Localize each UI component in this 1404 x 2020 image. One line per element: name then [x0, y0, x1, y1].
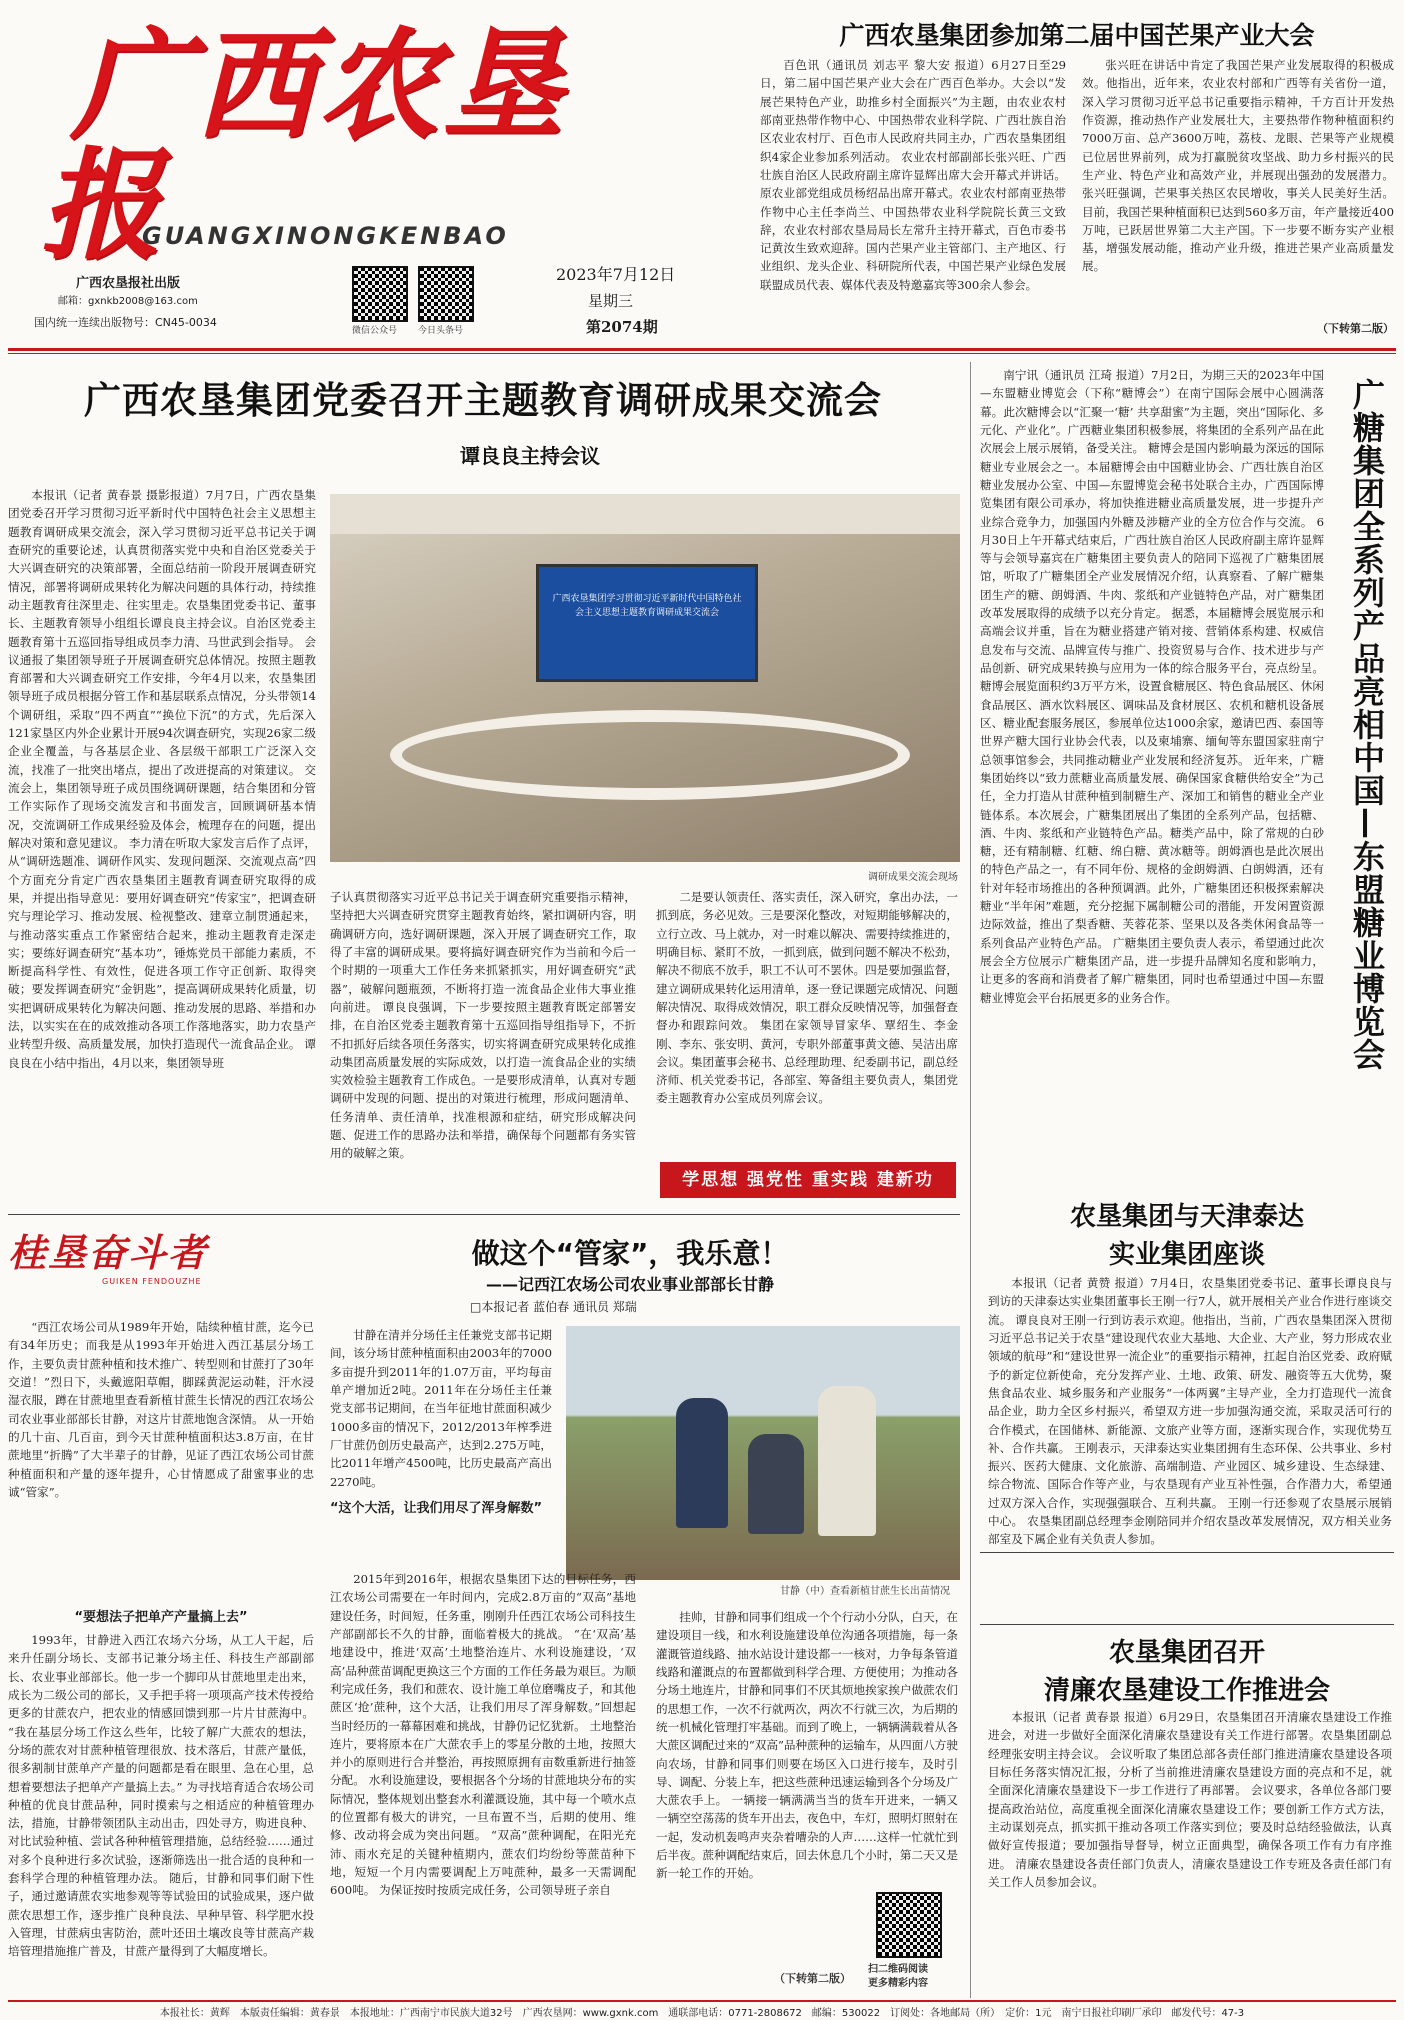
issue-weekday: 星期三 [588, 292, 634, 310]
email-label: 邮箱：gxnkb2008@163.com [58, 296, 198, 307]
feature-col1b-text: 1993年，甘静进入西江农场六分场，从工人干起，后来升任副分场长、支部书记兼分场主任、科技生产部副部长、农业事业部部长。他一步一个脚印从甘蔗地里走出来，成长为二级公司的部长，又手把手将一项项高产技术传授给更多的甘蔗农户，把农业的情感回馈到那一片片甘蔗海中。 “我在基层分场工作这么些年，比较了解广大蔗农的想法，分场的蔗农对甘蔗种植管理很放、技术落后，甘蔗产量低，很多割制甘蔗单产产量的问题都是看在眼里、急在心里，总想着要想法子把单产产量搞上去。” 为寻找培育适合农场公司种植的优良甘蔗品种，同时摸索与之相适应的种植管理办法，措施，甘静带领团队主动出击，四处寻方，购进良种、对比试验种植、尝试各种种植管理措施，总结经验……通过对多个良种进行多次试验，逐渐筛选出一批合适的良种和一套科学合理的种植管理办法。 随后，甘静和同事们耐下性子，通过邀请蔗农实地参观等等试验田的试验成果，逐户做蔗农思想工作，逐步推广良种良法、早种早管、科学肥水投入管理，甘蔗病虫害防治，蔗叶还田土壤改良等甘蔗高产栽培管理措施推广普及，甘蔗产量得到了大幅度增长。 [8, 1633, 314, 1959]
sugar-article-title: 广糖集团全系列产品亮相中国—东盟糖业博览会 [1348, 378, 1386, 1071]
qr-code-toutiao[interactable] [418, 266, 474, 322]
mango-article-continued: （下转第二版） [1317, 322, 1394, 335]
lead-article-subtitle: 谭良良主持会议 [460, 444, 600, 468]
lead-article-title: 广西农垦集团党委召开主题教育调研成果交流会 [84, 379, 882, 422]
feature-continued: （下转第二版） [774, 1972, 851, 1985]
feature-photo-person-right [818, 1386, 876, 1536]
rule-feature [8, 1214, 960, 1215]
feature-qr-label-2: 更多精彩内容 [868, 1978, 928, 1989]
mango-article-col1: 百色讯（通讯员 刘志平 黎大安 报道）6月27日至29日，第二届中国芒果产业大会在广西百色举办。大会以“发展芒果特色产业，助推乡村全面振兴”为主题，由农业农村部南亚热带作物中心、中国热带农业科学院、广西壮族自治区农业农村厅、百色市人民政府共同主办，广西农垦集团组织4家企业参加系列活动。 农业农村部副部长张兴旺、广西壮族自治区人民政府副主席许显辉出席大会开幕式并讲话。原农业部党组成员杨绍品出席开幕式。农业农村部南亚热带作物中心主任李尚兰、中国热带农业科学院院长黄三文致辞，农业农村部农垦局局长左常升主持开幕式，百色市委书记黄汝生致欢迎辞。国内芒果产业主管部门、主产地区、行业组织、龙头企业、科研院所代表，中国芒果产业绿色发展联盟成员代表、媒体代表及特邀嘉宾等300余人参会。 [760, 58, 1066, 292]
footer-info: 本报社长：黄辉 本版责任编辑：黄春景 本报地址：广西南宁市民族大道32号 广西农垦网：www.gxnk.com 通联部电话：0771-2808672 邮编：530022 订阅处：各地邮局（所） 定价：1元 南宁日报社印刷厂承印 邮发代号：47-3 [159, 2008, 1245, 2019]
slogan-banner: 学思想 强党性 重实践 建新功 [660, 1162, 956, 1198]
masthead-rule-thick [8, 348, 1396, 351]
tianjin-title-line1: 农垦集团与天津泰达 [1069, 1202, 1304, 1232]
rule-qinglian [980, 1624, 1394, 1625]
photo-wall [330, 494, 960, 534]
feature-column-logo [8, 1222, 288, 1302]
feature-col1-text: “西江农场公司从1989年开始，陆续种植甘蔗，迄今已有34年历史；而我是从1993年开始进入西江基层分场工作，主要负责甘蔗种植和技术推广、转型则和甘蔗打了30年交道！”烈日下，头戴遮阳草帽，脚踩黄泥运动鞋，汗水浸湿衣服，蹲在甘蔗地里查看新植甘蔗生长情况的西江农场公司农业事业部部长甘静，对这片甘蔗地饱含深情。 从一开始的几十亩、几百亩，到今天甘蔗种植面积达3.8万亩，在甘蔗地里“折腾”了大半辈子的甘静，见证了西江农场公司甘蔗种植面积和产量的逐年提升，心甘情愿成了甜蜜事业的忠诚“管家”。 [8, 1320, 314, 1499]
feature-photo-person-left [676, 1398, 728, 1528]
photo-table [390, 710, 910, 800]
cn-number-label: 国内统一连续出版物号：CN45-0034 [34, 316, 217, 329]
feature-col1 [8, 1318, 314, 1996]
lead-article-col3: 二是要认领责任、落实责任，深入研究，拿出办法，一抓到底，务必见效。三是要深化整改，对短期能够解决的，立行立改、马上就办，对一时难以解决、需要持续推进的，明确目标、紧盯不放，一抓到底，做到问题不解决不松劲，解决不彻底不放手，职工不认可不罢休。四是要加强监督，建立调研成果转化运用清单，逐一登记课题完成情况、问题解决情况、取得成效情况，职工群众反映情况等，加强督查督办和跟踪问效。 集团在家领导冒家华、覃绍生、李金刚、李东、张安明、黄河，专职外部董事黄文德、吴洁出席会议。集团董事会秘书、总经理助理、纪委副书记，副总经济师、机关党委书记，各部室、筹备组主要负责人，集团党委主题教育办公室成员列席会议。 [656, 890, 958, 1106]
rule-tianjin [980, 1552, 1394, 1553]
feature-col2-top [330, 1326, 552, 1566]
masthead-title: 广西农垦报 [33, 15, 595, 276]
sugar-article-body: 南宁讯（通讯员 江琦 报道）7月2日，为期三天的2023年中国—东盟糖业博览会（下称“糖博会”）在南宁国际会展中心圆满落幕。此次糖博会以“汇聚一‘糖’ 共享甜蜜”为主题，突出“国际化、多元化、产业化”。广西糖业集团积极参展，将集团的全系列产品在此次展会上展示展销，备受关注。 糖博会是国内影响最为深远的国际糖业专业展会之一。本届糖博会由中国糖业协会、广西壮族自治区糖业发展办公室、中国—东盟博览会秘书处联合主办，广西国际博览集团有限公司承办，将加快推进糖业高质量发展，进一步提升产业综合竞争力，加强国内外糖及涉糖产业的全方位合作与交流。 6月30日上午开幕式结束后，广西壮族自治区人民政府副主席许显辉等与会领导嘉宾在广糖集团主要负责人的陪同下巡视了广糖集团展馆，听取了广糖集团全产业发展情况介绍，认真察看、了解广糖集团生产的糖、朗姆酒、牛肉、浆纸和产业链特色产品，对广糖集团改革发展取得的成绩予以充分肯定。 据悉，本届糖博会展览展示和高端会议并重，旨在为糖业搭建产销对接、营销体系构建、权威信息发布与交流、品牌宣传与推广、投资贸易与合作、技术进步与产品创新、研究成果转换与应用为一体的综合服务平台，亮点纷呈。糖博会展览面积约3万平方米，设置食糖展区、特色食品展区、休闲食品展区、酒水饮料展区、调味品及食材展区、农机和糖机设备展区、糖业配套服务展区，参展单位达1000余家，邀请巴西、泰国等世界产糖大国行业协会代表，以及柬埔寨、缅甸等东盟国家驻南宁总领事馆参会，共同推动糖业产业发展和经济复苏。 近年来，广糖集团始终以“致力蔗糖业高质量发展、确保国家食糖供给安全”为己任，全力打造从甘蔗种植到制糖生产、深加工和销售的糖业全产业链体系。本次展会，广糖集团展出了集团的全系列产品，包括糖、酒、牛肉、浆纸和产业链特色产品。糖类产品中，除了常规的白砂糖，还有精制糖、红糖、绵白糖、黄冰糖等。朗姆酒也是此次展出的特色产品之一，有不同年份、规格的金朗姆酒、白朗姆酒，还有针对年轻市场推出的各种预调酒。此外，广糖集团还积极探索解决糖业“半年闲”难题，充分挖掘下属制糖公司的潜能，开发闲置资源边际效益，推出了梨香糖、芙蓉花茶、坚果以及各类休闲食品等一系列食品产业特色产品。 广糖集团主要负责人表示，希望通过此次展会全方位展示广糖集团产品，进一步提升品牌知名度和影响力，让更多的客商和消费者了解广糖集团，同时也希望通过中国—东盟糖业博览会平台拓展更多的业务合作。 [980, 368, 1324, 1005]
photo-screen-text: 广西农垦集团学习贯彻习近平新时代中国特色社会主义思想主题教育调研成果交流会 [552, 594, 742, 618]
feature-col3: 挂帅，甘静和同事们组成一个个行动小分队，白天，在建设项目一线，和水利设施建设单位沟通各项措施，每一条灌溉管道线路、抽水站设计建设都一一核对，力争每条管道线路和灌溉点的布置都做到科学合理、方便使用；为推动各分场土地连片，甘静和同事们不厌其烦地挨家挨户做蔗农们的思想工作，一次不行就两次，两次不行就三次，为后期的统一机械化管理打牢基础。而到了晚上，一辆辆满载着从各大蔗区调配过来的“双高”品种蔗种的运输车，从四面八方驶向农场，甘静和同事们则要在场区入口进行接车，及时引导、调配、分装上车，把这些蔗种迅速运输到各个分场及广大蔗农手上。 一辆接一辆满满当当的货车开进来，一辆又一辆空空荡荡的货车开出去，夜色中，车灯，照明灯照射在一起，发动机轰鸣声夹杂着嘈杂的人声……这样一忙就忙到后半夜。蔗种调配结束后，回去休息几个小时，第二天又是新一轮工作的开始。 [656, 1610, 958, 1881]
feature-subtitle: ——记西江农场公司农业事业部部长甘静 [485, 1275, 774, 1294]
feature-title: 做这个“管家”，我乐意！ [471, 1237, 789, 1270]
feature-photo-person-center [748, 1434, 804, 1534]
feature-photo-caption: 甘静（中）查看新植甘蔗生长出苗情况 [780, 1586, 950, 1597]
feature-col2a-text: 甘静在清并分场任主任兼党支部书记期间，该分场甘蔗种植面积由2003年的7000多亩提升到2011年的1.07万亩，平均每亩单产增加近2吨。2011年在分场任主任兼党支部书记期间，在当年征地甘蔗面积减少1000多亩的情况下，2012/2013年榨季进厂甘蔗仍创历史最高产，达到2.275万吨，比2011年增产4500吨，比历史最高产高出2270吨。 [330, 1328, 552, 1489]
feature-photo [566, 1326, 960, 1580]
feature-qr-label-1: 扫二维码阅读 [868, 1964, 928, 1975]
qr-label-wechat: 微信公众号 [352, 326, 398, 336]
qinglian-body: 本报讯（记者 黄春景 报道）6月29日，农垦集团召开清廉农垦建设工作推进会，对进一步做好全面深化清廉农垦建设有关工作进行部署。农垦集团副总经理张安明主持会议。 会议听取了集团总部各责任部门推进清廉农垦建设各项目标任务落实情况汇报，分析了当前推进清廉农垦建设方面的亮点和不足，就全面深化清廉农垦建设下一步工作进行了再部署。 会议要求，各单位各部门要提高政治站位，高度重视全面深化清廉农垦建设工作；要创新工作方式方法，主动谋划亮点，抓实抓干推动各项工作落实到位；要及时总结经验做法，认真做好宣传报道；要加强指导督导，树立正面典型，确保各项工作有力有序推进。 清廉农垦建设各责任部门负责人，清廉农垦建设工作专班及各责任部门有关工作人员参加会议。 [988, 1710, 1392, 1889]
feature-column-pinyin: GUIKEN FENDOUZHE [102, 1277, 202, 1286]
masthead-rule-thin [8, 353, 1396, 354]
vertical-rule-lower [970, 1208, 971, 1998]
lead-article-photo-caption: 调研成果交流会现场 [868, 872, 958, 883]
mango-article-title: 广西农垦集团参加第二届中国芒果产业大会 [839, 21, 1315, 50]
qinglian-title-line2: 清廉农垦建设工作推进会 [1043, 1676, 1330, 1706]
photo-screen [536, 564, 758, 682]
lead-article-col2: 子认真贯彻落实习近平总书记关于调查研究重要指示精神，坚持把大兴调查研究贯穿主题教育始终，紧扣调研内容，明确调研方向，选好调研课题，深入开展了调查研究工作，取得了丰富的调研成果。要将搞好调查研究作为当前和今后一个时期的一项重大工作任务来抓紧抓实，用好调查研究“武器”，破解问题瓶颈，不断将打造一流食品企业伟大事业推向前进。 谭良良强调，下一步要按照主题教育既定部署安排，在自治区党委主题教育第十五巡回指导组指导下，不折不扣抓好后续各项任务落实，切实将调查研究成果转化成推动集团高质量发展的实际成效，以打造一流食品企业的实绩实效检验主题教育工作成色。一是要形成清单，认真对专题调研中发现的问题、提出的对策进行梳理，形成问题清单、任务清单、责任清单，找准根源和症结，研究形成解决问题、促进工作的思路办法和举措，确保每个问题都有务实管用的破解之策。 [330, 890, 636, 1161]
footer-rule [8, 2000, 1396, 2002]
feature-subheading-1: “要想法子把单产产量搞上去” [74, 1610, 248, 1625]
feature-byline: □本报记者 蓝伯春 通讯员 郑瑞 [470, 1300, 637, 1314]
tianjin-title-line2: 实业集团座谈 [1108, 1240, 1265, 1270]
issue-number: 第2074期 [586, 318, 658, 336]
mango-article [760, 16, 1394, 336]
feature-qr-code[interactable] [876, 1892, 942, 1958]
masthead-pinyin: GUANGXINONGKENBAO [142, 222, 509, 250]
mango-article-col2: 张兴旺在讲话中肯定了我国芒果产业发展取得的积极成效。他指出，近年来，农业农村部和广西等有关省份一道，深入学习贯彻习近平总书记重要指示精神，千方百计开发热作资源，推动热作产业发展壮大，主要热带作物种植面积约7000万亩、总产3600万吨，荔枝、龙眼、芒果等产业规模已位居世界前列，成为打赢脱贫攻坚战、助力乡村振兴的民生产业、特色产业和高效产业，并展现出强劲的发展潜力。 张兴旺强调，芒果事关热区农民增收，事关人民美好生活。目前，我国芒果种植面积已达到560多万亩，年产量接近400万吨，已跃居世界第二大主产国。下一步要不断夯实产业根基，增强发展动能，推动产业升级，推进芒果产业高质量发展。 [1082, 58, 1394, 274]
issue-date: 2023年7月12日 [556, 265, 676, 284]
feature-subheading-2: “这个大活，让我们用尽了浑身解数” [330, 1500, 543, 1516]
qr-code-wechat[interactable] [352, 266, 408, 322]
qinglian-title-line1: 农垦集团召开 [1108, 1638, 1265, 1668]
feature-column-title: 桂垦奋斗者 [8, 1230, 209, 1275]
qr-label-toutiao: 今日头条号 [418, 326, 464, 336]
lead-article-photo [330, 494, 960, 862]
lead-article-col1: 本报讯（记者 黄春景 摄影报道）7月7日，广西农垦集团党委召开学习贯彻习近平新时代中国特色社会主义思想主题教育调研成果交流会，深入学习贯彻习近平总书记关于调查研究的重要论述，认真贯彻落实党中央和自治区党委关于大兴调查研究的决策部署，全面总结前一阶段开展调查研究情况，部署将调研成果转化为解决问题的具体行动，持续推动主题教育往深里走、往实里走。农垦集团党委书记、董事长、主题教育领导小组组长谭良良主持会议。自治区党委主题教育第十五巡回指导组成员李力清、马世武到会指导。 会议通报了集团领导班子开展调查研究总体情况。按照主题教育部署和大兴调查研究工作安排，今年4月以来，农垦集团领导班子成员根据分管工作和基层联系点情况，分头带领14个调研组，采取“四不两直”“换位下沉”的方式，先后深入121家垦区内外企业累计开展94次调查研究，实现26家二级企业全覆盖，与各基层企业、各层级干部职工广泛深入交流，找准了一批突出堵点，提出了改进提高的对策建议。 交流会上，集团领导班子成员围绕调研课题，结合集团和分管工作实际作了现场交流发言和书面发言，回顾调研基本情况，交流调研工作成果经验及体会，梳理存在的问题，提出解决对策和意见建议。 李力清在听取大家发言后作了点评，从“调研选题准、调研作风实、发现问题深、交流观点高”四个方面充分肯定广西农垦集团主题教育调查研究取得的成果，并提出指导意见：要用好调查研究“传家宝”，把调查研究与理论学习、推动发展、检视整改、建章立制贯通起来，与推动落实重点工作紧密结合起来，推动主题教育走深走实；要练好调查研究“基本功”，锤炼党员干部能力素质，不断提高科学性、有效性，促进各项工作守正创新、取得突破；要发挥调查研究“金钥匙”，提高调研成果转化质量，切实把调研成果转化为解决问题、推动发展的思路、举措和办法，以实实在在的成效推动各项工作落地落实，助力农垦产业转型升级、高质量发展，加快打造现代一流食品企业。 谭良良在小结中指出，4月以来，集团领导班 [8, 488, 316, 1070]
publisher-label: 广西农垦报社出版 [76, 276, 181, 291]
tianjin-body: 本报讯（记者 黄赞 报道）7月4日，农垦集团党委书记、董事长谭良良与到访的天津泰达实业集团董事长王刚一行7人，就开展相关产业合作进行座谈交流。 谭良良对王刚一行到访表示欢迎。他指出，当前，广西农垦集团深入贯彻习近平总书记关于农垦“建设现代农业大基地、大企业、大产业，努力形成农业领域的航母”和“建设世界一流企业”的重要指示精神，扛起自治区党委、政府赋予的新定位新使命，充分发挥产业、土地、政策、研发、融资等五大优势，聚焦食品农业、城乡服务和产业服务“一体两翼”主导产业，全力打造现代一流食品企业，助力全区乡村振兴，希望双方进一步加强沟通交流，采取灵活可行的合作模式，在国储林、新能源、文旅产业等方面，逐渐实现合作，实现优势互补、合作共赢。 王刚表示，天津泰达实业集团拥有生态环保、公共事业、乡村振兴、医药大健康、文化旅游、高端制造、产业园区、城乡建设、生态绿建、综合物流、国际合作等产业，与农垦现有产业互补性强，合作潜力大，希望通过双方深入合作，实现强强联合、互利共赢。 王刚一行还参观了农垦展示展销中心。 农垦集团副总经理李金刚陪同并介绍农垦改革发展情况，双方相关业务部室及下属企业有关负责人参加。 [988, 1276, 1392, 1547]
feature-col2-bottom: 2015年到2016年，根据农垦集团下达的目标任务，西江农场公司需要在一年时间内，完成2.8万亩的“双高”基地建设任务，时间短，任务重，刚刚升任西江农场公司科技生产部副部长不久的甘静，面临着极大的挑战。 “在‘双高’基地建设中，推进‘双高’土地整治连片、水利设施建设，‘双高’品种蔗苗调配更换这三个方面的工作任务最为艰巨。为顺利完成任务，我们和蔗农、设计施工单位磨嘴皮子，和其他蔗区‘抢’蔗种，这个大活，让我们用尽了浑身解数。”回想起当时经历的一幕幕困难和挑战，甘静仍记忆犹新。 土地整治连片，要将原本在广大蔗农手上的零星分散的土地，按照大并小的原则进行合并整治，再按照原拥有亩数重新进行抽签分配。 水利设施建设，要根据各个分场的甘蔗地块分布的实际情况，整体规划出整套水利灌溉设施，其中每一个喷水点的位置都有极大的讲究，一旦布置不当，后期的使用、维修、改动将会成为突出问题。 “双高”蔗种调配，在阳光充沛、雨水充足的关键种植期内，蔗农们均纷纷等蔗苗种下地，短短一个月内需要调配上万吨蔗种，最多一天需调配600吨。 为保证按时按质完成任务，公司领导班子亲自 [330, 1572, 636, 1898]
